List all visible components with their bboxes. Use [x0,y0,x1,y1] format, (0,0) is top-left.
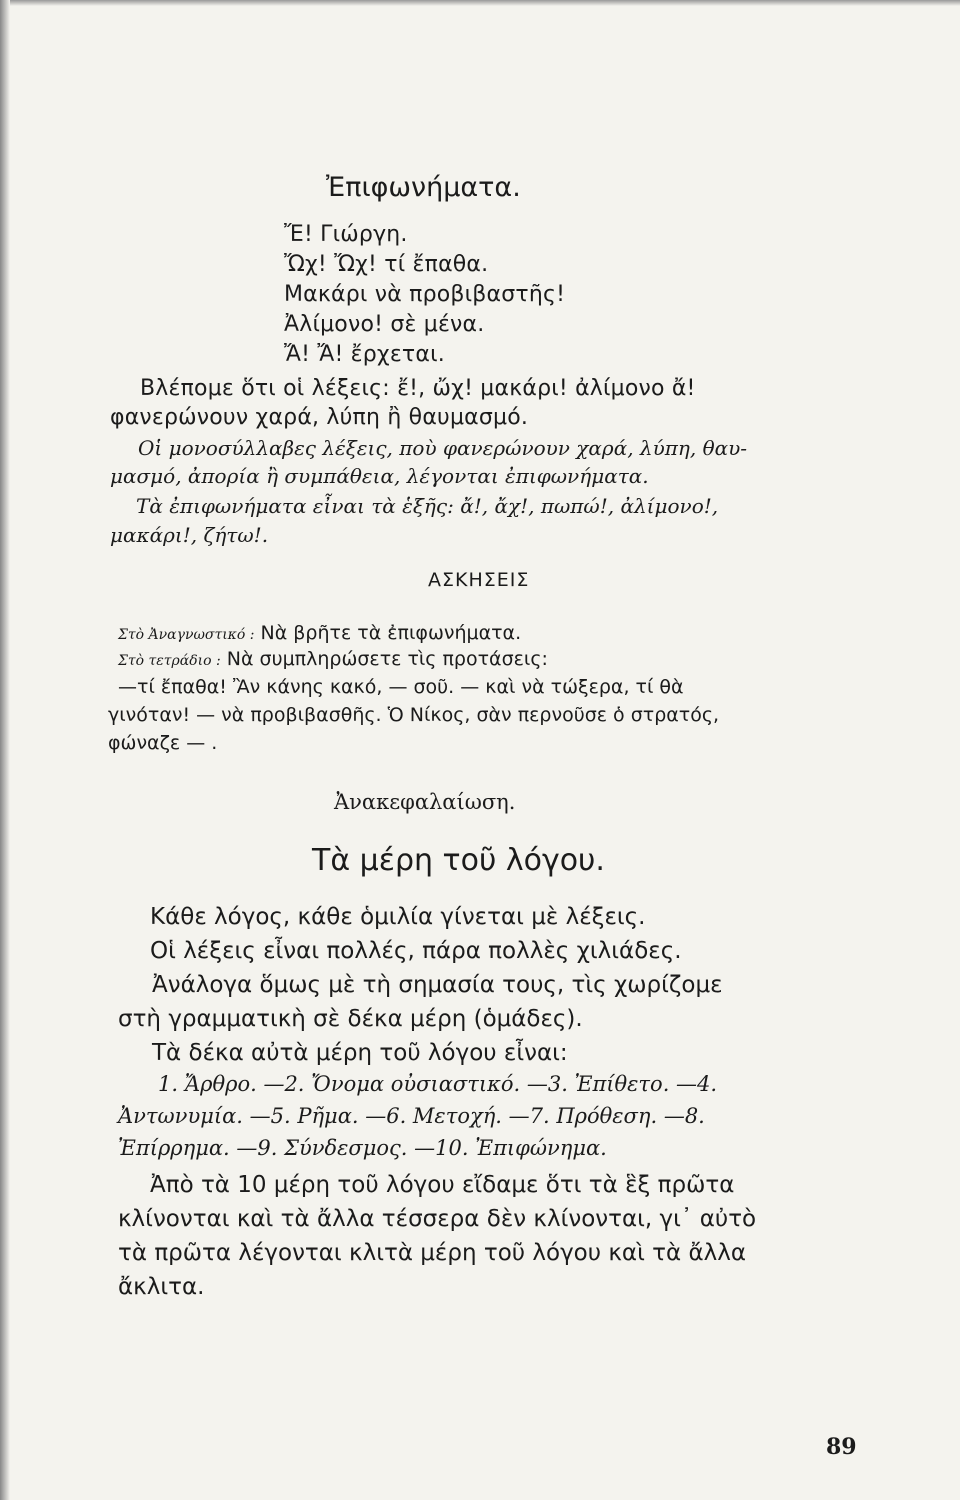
exercise-line: φώναζε — . [108,732,218,754]
exercise-line: γινόταν! — νὰ προβιβασθῆς. Ὁ Νίκος, σὰν περνοῦσε ὁ στρατός, [108,704,720,726]
paragraph-line: Κάθε λόγος, κάθε ὁμιλία γίνεται μὲ λέξεις. [150,904,646,930]
scan-edge-left [0,0,10,1500]
rule-line: μακάρι!, ζήτω!. [110,523,269,547]
rule-line: Οἱ μονοσύλλαβες λέξεις, ποὺ φανερώνουν χαρά, λύπη, θαυ- [138,436,748,460]
example-line: Ἀλίμονο! σὲ μένα. [284,312,485,337]
paragraph-line: ἄκλιτα. [118,1274,205,1300]
example-line: Ἄ! Ἄ! ἔρχεται. [284,342,445,367]
rule-line: Τὰ ἐπιφωνήματα εἶναι τὰ ἑξῆς: ἄ!, ἄχ!, πωπώ!, ἀλίμονο!, [136,494,719,518]
example-line: Μακάρι νὰ προβιβαστῆς! [284,282,566,307]
exercise-line: —τί ἔπαθα! Ἂν κάνης κακό, — σοῦ. — καὶ νὰ τώξερα, τί θὰ [118,676,684,698]
exercises-heading: ΑΣΚΗΣΕΙΣ [428,569,530,591]
section-title: Ἐπιφωνήματα. [326,172,521,203]
paragraph-line: κλίνονται καὶ τὰ ἄλλα τέσσερα δὲν κλίνονται, γι᾿ αὐτὸ [118,1206,757,1232]
text-line: Βλέπομε ὅτι οἱ λέξεις: ἔ!, ὤχ! μακάρι! ἀλίμονο ἄ! [140,376,696,401]
paragraph-line: Ἀπὸ τὰ 10 μέρη τοῦ λόγου εἴδαμε ὅτι τὰ ἓξ πρῶτα [150,1172,735,1198]
scan-edge-top [0,0,960,6]
rule-line: μασμό, ἀπορία ἢ συμπάθεια, λέγονται ἐπιφωνήματα. [110,464,649,488]
example-line: Ἔ! Γιώργη. [284,222,408,247]
list-line: 1. Ἄρθρο. —2. Ὄνομα οὐσιαστικό. —3. Ἐπίθετο. —4. [158,1072,718,1096]
summary-title: Τὰ μέρη τοῦ λόγου. [312,843,605,878]
reader-label: Στὸ Ἀναγνωστικό : [118,627,255,643]
list-line: Ἐπίρρημα. —9. Σύνδεσμος. —10. Ἐπιφώνημα. [118,1136,607,1160]
paragraph-line: τὰ πρῶτα λέγονται κλιτὰ μέρη τοῦ λόγου καὶ τὰ ἄλλα [118,1240,747,1266]
paragraph-line: Οἱ λέξεις εἶναι πολλές, πάρα πολλὲς χιλιάδες. [150,938,682,964]
page-number: 89 [826,1434,857,1460]
paragraph-line: στὴ γραμματικὴ σὲ δέκα μέρη (ὁμάδες). [118,1006,583,1032]
paragraph-line: Ἀνάλογα ὅμως μὲ τὴ σημασία τους, τὶς χωρίζομε [152,972,723,998]
summary-label: Ἀνακεφαλαίωση. [334,790,516,814]
list-line: Ἀντωνυμία. —5. Ρῆμα. —6. Μετοχή. —7. Πρόθεση. —8. [118,1104,705,1128]
paragraph-line: Τὰ δέκα αὐτὰ μέρη τοῦ λόγου εἶναι: [152,1040,568,1066]
text-line: φανερώνουν χαρά, λύπη ἢ θαυμασμό. [110,405,529,430]
notebook-label: Στὸ τετράδιο : [118,653,221,669]
example-line: Ὤχ! Ὤχ! τί ἔπαθα. [284,252,489,277]
reader-task: Νὰ βρῆτε τὰ ἐπιφωνήματα. [260,622,522,644]
notebook-task: Νὰ συμπληρώσετε τὶς προτάσεις: [226,648,548,670]
